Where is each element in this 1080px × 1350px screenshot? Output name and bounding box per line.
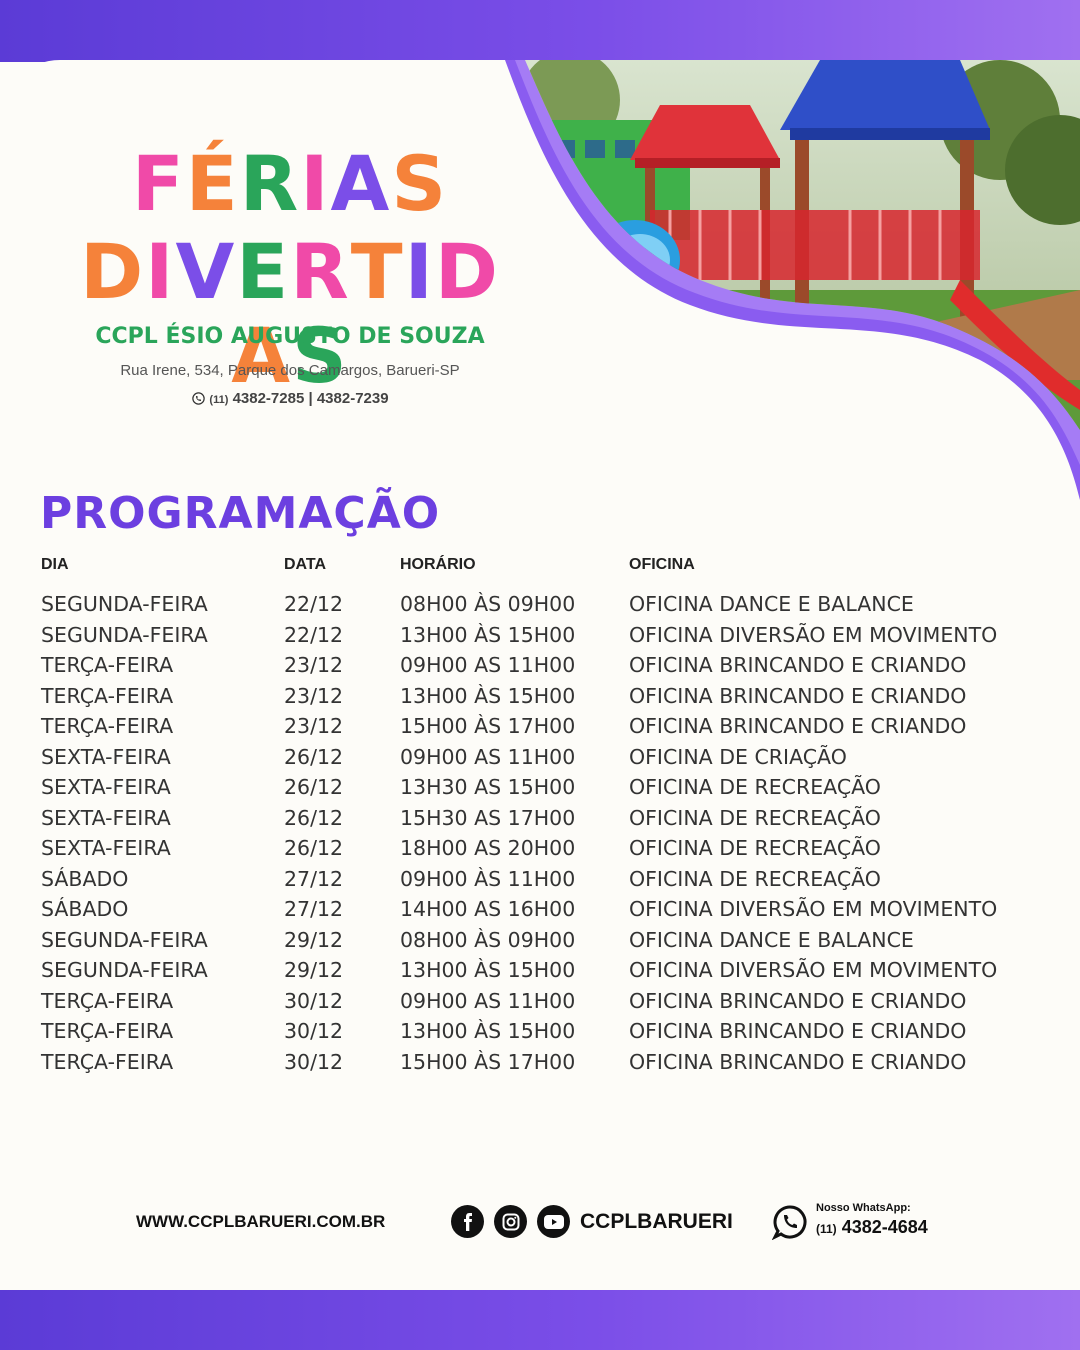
row-data: 29/12	[284, 927, 344, 952]
row-oficina: OFICINA DE RECREAÇÃO	[629, 836, 881, 860]
facebook-icon[interactable]	[451, 1205, 484, 1238]
row-dia: SEGUNDA-FEIRA	[41, 927, 208, 952]
table-row	[0, 592, 1080, 623]
title-letter: I	[404, 227, 435, 316]
row-data: 29/12	[284, 958, 344, 982]
table-row	[0, 1050, 1080, 1081]
website-link[interactable]: WWW.CCPLBARUERI.COM.BR	[136, 1212, 386, 1231]
table-header	[0, 556, 1080, 580]
row-dia: TERÇA-FEIRA	[41, 1049, 174, 1074]
phone-numbers: 4382-7285 | 4382-7239	[232, 390, 389, 407]
row-oficina: OFICINA DE RECREAÇÃO	[629, 775, 881, 799]
row-dia: SEXTA-FEIRA	[41, 775, 171, 799]
table-row	[0, 958, 1080, 989]
title-letter: É	[185, 139, 240, 228]
row-horario: 13H30 AS 15H00	[400, 775, 576, 799]
table-row	[0, 1019, 1080, 1050]
row-horario: 08H00 ÀS 09H00	[400, 927, 576, 952]
row-horario: 09H00 AS 11H00	[400, 988, 576, 1013]
row-data: 27/12	[284, 866, 344, 891]
row-data: 26/12	[284, 836, 344, 860]
row-oficina: OFICINA DIVERSÃO EM MOVIMENTO	[629, 897, 998, 921]
row-oficina: OFICINA BRINCANDO E CRIANDO	[629, 988, 967, 1013]
table-row	[0, 775, 1080, 806]
row-data: 30/12	[284, 988, 344, 1013]
row-oficina: OFICINA BRINCANDO E CRIANDO	[629, 683, 967, 708]
row-horario: 09H00 ÀS 11H00	[400, 866, 576, 891]
col-horario: HORÁRIO	[400, 556, 476, 573]
row-horario: 09H00 AS 11H00	[400, 653, 576, 677]
row-dia: TERÇA-FEIRA	[41, 1019, 174, 1043]
footer	[0, 1198, 1080, 1248]
table-row	[0, 867, 1080, 898]
row-horario: 14H00 AS 16H00	[400, 897, 576, 921]
row-dia: SEGUNDA-FEIRA	[41, 622, 208, 647]
row-horario: 18H00 AS 20H00	[400, 836, 576, 860]
row-dia: SEXTA-FEIRA	[41, 805, 171, 830]
row-dia: SEGUNDA-FEIRA	[41, 958, 208, 982]
row-horario: 09H00 AS 11H00	[400, 744, 576, 769]
title-line-1	[70, 139, 510, 228]
schedule-table	[0, 592, 1080, 1080]
col-oficina: OFICINA	[629, 556, 695, 573]
row-oficina: OFICINA DE RECREAÇÃO	[629, 866, 881, 891]
row-dia: SÁBADO	[41, 897, 129, 921]
row-data: 26/12	[284, 775, 344, 799]
col-data: DATA	[284, 556, 327, 573]
whatsapp-prefix: (11)	[816, 1222, 837, 1236]
col-dia: DIA	[41, 556, 69, 573]
row-dia: TERÇA-FEIRA	[41, 714, 174, 738]
table-row	[0, 623, 1080, 654]
whatsapp-label: Nosso WhatsApp:	[816, 1202, 911, 1214]
row-data: 23/12	[284, 653, 344, 677]
title-letter: S	[391, 139, 449, 228]
center-name: CCPL ÉSIO AUGUSTO DE SOUZA	[95, 324, 485, 349]
whatsapp-icon	[191, 391, 206, 406]
title-letter: I	[300, 139, 331, 228]
row-data: 22/12	[284, 622, 344, 647]
row-oficina: OFICINA DIVERSÃO EM MOVIMENTO	[629, 958, 998, 982]
row-oficina: OFICINA DE CRIAÇÃO	[629, 744, 847, 769]
row-horario: 15H30 AS 17H00	[400, 805, 576, 830]
row-data: 23/12	[284, 714, 344, 738]
title-letter: I	[145, 227, 176, 316]
row-data: 23/12	[284, 683, 344, 708]
phone-prefix: (11)	[209, 394, 229, 406]
row-horario: 13H00 ÀS 15H00	[400, 1019, 576, 1043]
row-data: 30/12	[284, 1049, 344, 1074]
row-oficina: OFICINA BRINCANDO E CRIANDO	[629, 1019, 967, 1043]
title-letter: V	[175, 227, 237, 316]
title-letter: R	[290, 227, 351, 316]
table-row	[0, 745, 1080, 776]
table-row	[0, 684, 1080, 715]
table-row	[0, 897, 1080, 928]
row-horario: 13H00 ÀS 15H00	[400, 622, 576, 647]
row-horario: 13H00 ÀS 15H00	[400, 683, 576, 708]
row-data: 22/12	[284, 592, 344, 616]
row-dia: TERÇA-FEIRA	[41, 988, 174, 1013]
title-letter: D	[434, 227, 500, 316]
title-letter: A	[231, 311, 293, 400]
social-handle[interactable]: CCPLBARUERI	[580, 1210, 733, 1233]
title-letter: R	[239, 139, 301, 228]
row-dia: SEGUNDA-FEIRA	[41, 592, 208, 616]
bottom-band	[0, 1290, 1080, 1350]
title-letter: S	[292, 311, 349, 400]
row-dia: TERÇA-FEIRA	[41, 683, 174, 708]
youtube-icon[interactable]	[537, 1205, 570, 1238]
title-letter: F	[131, 139, 186, 228]
address: Rua Irene, 534, Parque dos Camargos, Barueri-SP	[120, 362, 460, 379]
programacao-title: PROGRAMAÇÃO	[40, 488, 441, 539]
row-oficina: OFICINA DANCE E BALANCE	[629, 592, 914, 616]
row-dia: SÁBADO	[41, 866, 129, 891]
row-data: 30/12	[284, 1019, 344, 1043]
row-oficina: OFICINA DIVERSÃO EM MOVIMENTO	[629, 622, 998, 647]
row-oficina: OFICINA DE RECREAÇÃO	[629, 805, 881, 830]
title-letter: D	[80, 227, 146, 316]
row-data: 27/12	[284, 897, 344, 921]
title-letter: E	[236, 227, 291, 316]
flyer-card	[0, 60, 1080, 1290]
whatsapp-icon[interactable]	[772, 1204, 808, 1240]
table-row	[0, 836, 1080, 867]
row-data: 26/12	[284, 744, 344, 769]
row-dia: SEXTA-FEIRA	[41, 836, 171, 860]
title-letter: T	[350, 227, 405, 316]
row-oficina: OFICINA BRINCANDO E CRIANDO	[629, 653, 967, 677]
row-oficina: OFICINA DANCE E BALANCE	[629, 927, 914, 952]
whatsapp-number[interactable]	[816, 1217, 928, 1238]
table-row	[0, 653, 1080, 684]
table-row	[0, 928, 1080, 959]
row-data: 26/12	[284, 805, 344, 830]
phones	[70, 390, 510, 407]
row-horario: 15H00 ÀS 17H00	[400, 1049, 576, 1074]
row-dia: SEXTA-FEIRA	[41, 744, 171, 769]
title-letter: A	[330, 139, 392, 228]
row-horario: 13H00 ÀS 15H00	[400, 958, 576, 982]
table-row	[0, 989, 1080, 1020]
whatsapp-digits: 4382-4684	[841, 1217, 928, 1237]
table-row	[0, 714, 1080, 745]
row-oficina: OFICINA BRINCANDO E CRIANDO	[629, 1049, 967, 1074]
row-dia: TERÇA-FEIRA	[41, 653, 174, 677]
top-band	[0, 0, 1080, 62]
instagram-icon[interactable]	[494, 1205, 527, 1238]
row-horario: 15H00 ÀS 17H00	[400, 714, 576, 738]
social-icons	[451, 1205, 570, 1238]
row-oficina: OFICINA BRINCANDO E CRIANDO	[629, 714, 967, 738]
row-horario: 08H00 ÀS 09H00	[400, 592, 576, 616]
table-row	[0, 806, 1080, 837]
